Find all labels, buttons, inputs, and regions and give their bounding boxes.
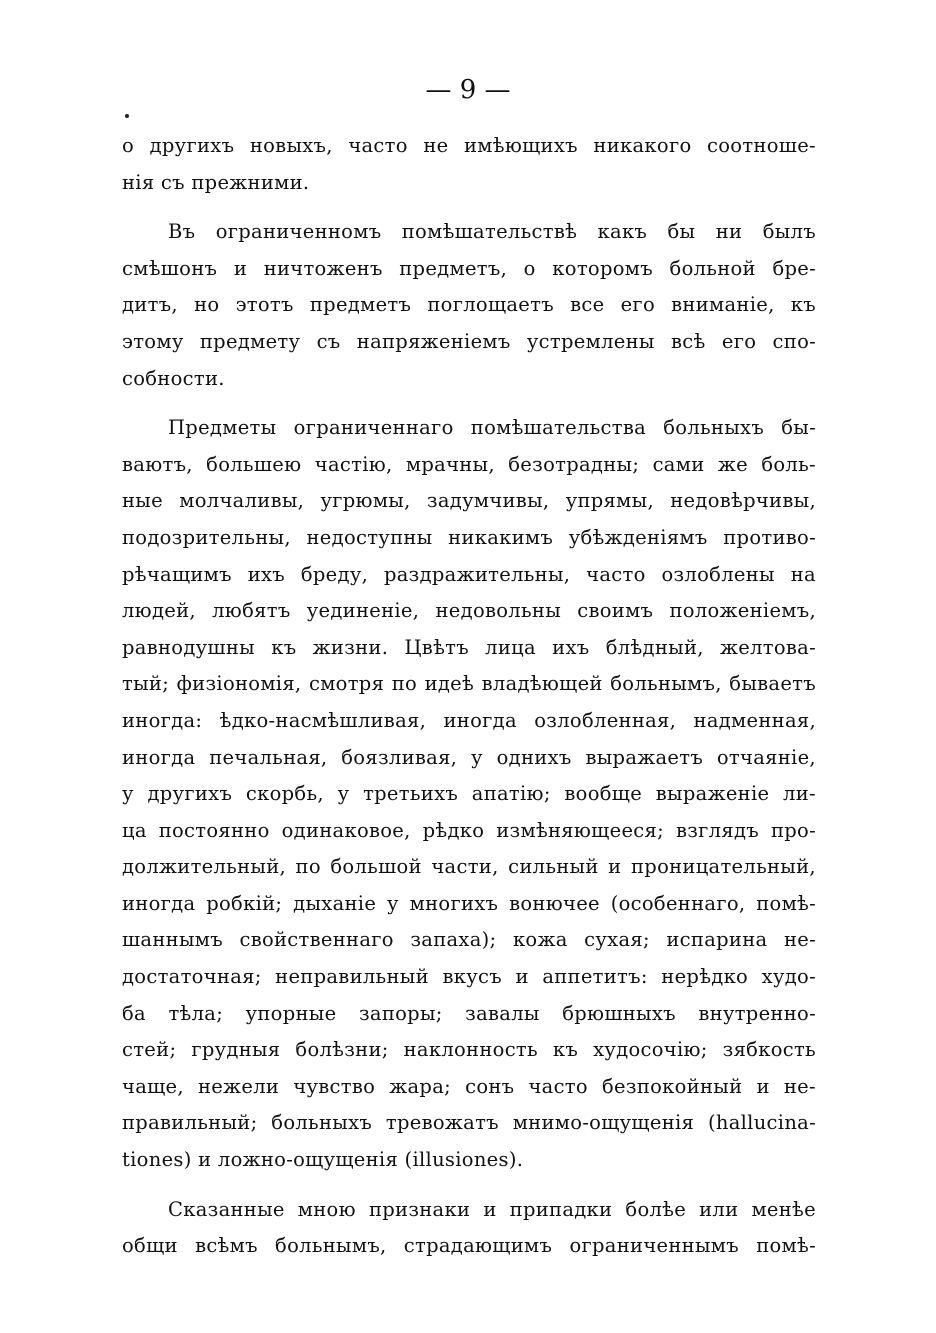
text-line bbox=[122, 666, 816, 703]
word: третьихъ bbox=[363, 782, 459, 806]
word: рѣдко bbox=[422, 818, 485, 842]
word: жара; bbox=[389, 1074, 451, 1098]
text-line bbox=[122, 483, 816, 520]
word: наклонность bbox=[403, 1038, 538, 1062]
word: всѣ bbox=[671, 329, 706, 353]
word: своимъ bbox=[577, 599, 654, 623]
word: этотъ bbox=[235, 293, 294, 317]
word: поглощаетъ bbox=[427, 293, 554, 317]
word: всѣмъ bbox=[195, 1234, 258, 1258]
text-line bbox=[122, 813, 816, 850]
text-line bbox=[122, 922, 816, 959]
word: которомъ bbox=[552, 256, 653, 280]
word: отчаяніе, bbox=[716, 745, 816, 769]
word: никакого bbox=[593, 134, 692, 157]
word: ни bbox=[715, 220, 743, 244]
word: зябкость bbox=[722, 1038, 816, 1062]
word: убѣжденіямъ bbox=[568, 525, 708, 549]
word: у bbox=[471, 745, 483, 769]
word: часто bbox=[348, 134, 408, 157]
word: былъ bbox=[762, 220, 816, 244]
word: же bbox=[717, 452, 748, 476]
word: и bbox=[483, 1197, 497, 1221]
word: бываетъ bbox=[729, 672, 816, 696]
word: недовѣрчивы, bbox=[670, 489, 816, 513]
word: ихъ bbox=[552, 635, 590, 659]
word: молчаливы, bbox=[179, 489, 305, 513]
word: апатію; bbox=[471, 782, 551, 806]
word: выраженіе bbox=[655, 782, 770, 806]
word: частію, bbox=[314, 452, 393, 476]
word: ба bbox=[122, 1001, 146, 1025]
word: все bbox=[570, 293, 605, 317]
word: недовольны bbox=[435, 599, 562, 623]
word: ца bbox=[122, 818, 147, 842]
word: и bbox=[756, 1074, 770, 1098]
text-line bbox=[122, 251, 816, 288]
word: подозрительны, bbox=[122, 525, 291, 549]
word: никакимъ bbox=[448, 525, 554, 549]
word: другихъ bbox=[147, 782, 233, 806]
word: чаще, bbox=[122, 1074, 184, 1098]
word: его bbox=[620, 293, 655, 317]
word: часто bbox=[528, 1074, 588, 1098]
word: и bbox=[515, 965, 529, 989]
word: запаха); bbox=[410, 928, 497, 952]
word: свойственнаго bbox=[239, 928, 394, 952]
word: иногда bbox=[122, 745, 196, 769]
word: однихъ bbox=[496, 745, 572, 769]
word: у bbox=[122, 782, 134, 806]
word: у bbox=[337, 782, 350, 806]
text-line bbox=[122, 630, 816, 667]
word: помѣшательства bbox=[470, 416, 647, 440]
word: его bbox=[721, 329, 757, 353]
word: взглядъ bbox=[675, 818, 759, 842]
word: мнимо-ощущенія bbox=[512, 1111, 695, 1135]
word: боль- bbox=[761, 452, 816, 476]
text-line bbox=[122, 1228, 816, 1265]
word: или bbox=[699, 1197, 739, 1221]
word: запоры; bbox=[358, 1001, 443, 1025]
text-line bbox=[122, 996, 816, 1033]
word: сильный bbox=[508, 855, 599, 879]
word: менѣе bbox=[751, 1197, 816, 1221]
text-line bbox=[122, 1069, 816, 1106]
page-number: — 9 — bbox=[425, 75, 511, 105]
word: иногда: bbox=[122, 708, 203, 732]
word: предметъ, bbox=[399, 256, 508, 280]
word: и bbox=[608, 855, 622, 879]
word: владѣющей bbox=[481, 672, 603, 696]
text-line: нія съ прежними. bbox=[122, 170, 310, 194]
word: лица bbox=[485, 635, 536, 659]
word: часто bbox=[586, 562, 646, 586]
word: боязливая, bbox=[341, 745, 458, 769]
word: вонючее bbox=[509, 891, 600, 915]
text-line bbox=[122, 703, 816, 740]
word: людей, bbox=[122, 599, 196, 623]
word: надменная, bbox=[693, 708, 816, 732]
word: ничтоженъ bbox=[263, 256, 383, 280]
word: помѣшательствѣ bbox=[401, 220, 578, 244]
word: озлоблены bbox=[661, 562, 775, 586]
text-line bbox=[122, 1105, 816, 1142]
word: жизни. bbox=[312, 635, 389, 659]
word: сухая; bbox=[584, 928, 650, 952]
word: озлобленная, bbox=[534, 708, 677, 732]
word: болѣе bbox=[625, 1197, 687, 1221]
text-line bbox=[122, 128, 816, 165]
word: больныхъ bbox=[663, 416, 765, 440]
word: про- bbox=[770, 818, 816, 842]
word: нежели bbox=[197, 1074, 280, 1098]
word: идеѣ bbox=[424, 672, 475, 696]
word: неправильный bbox=[275, 965, 429, 989]
word: тревожатъ bbox=[385, 1111, 499, 1135]
word: ограниченнымъ bbox=[569, 1234, 739, 1258]
word: блѣдный, bbox=[605, 635, 704, 659]
word: Въ bbox=[168, 220, 196, 244]
word: должительный, bbox=[122, 855, 287, 879]
text-line bbox=[122, 1032, 816, 1069]
word: безпокойный bbox=[602, 1074, 743, 1098]
word: общи bbox=[122, 1234, 178, 1258]
word: одинаковое, bbox=[281, 818, 411, 842]
text-line bbox=[122, 776, 816, 813]
word: этому bbox=[122, 329, 184, 353]
word: ихъ bbox=[247, 562, 286, 586]
word: части, bbox=[431, 855, 499, 879]
text-line bbox=[122, 287, 816, 324]
word: припадки bbox=[509, 1197, 613, 1221]
word: стей; bbox=[122, 1038, 177, 1062]
text-line bbox=[122, 324, 816, 361]
text-line bbox=[122, 849, 816, 886]
word: нерѣдко bbox=[661, 965, 749, 989]
word: бы bbox=[667, 220, 696, 244]
word: помѣ- bbox=[756, 891, 816, 915]
word: предмету bbox=[199, 329, 301, 353]
word: (halluсina- bbox=[707, 1111, 816, 1135]
text-line bbox=[122, 557, 816, 594]
word: не- bbox=[783, 928, 816, 952]
word: бре- bbox=[772, 256, 816, 280]
word: не bbox=[423, 134, 449, 157]
word: къ bbox=[271, 635, 297, 659]
word: имѣющихъ bbox=[464, 134, 578, 157]
word: къ bbox=[552, 1038, 579, 1062]
word: у bbox=[387, 891, 399, 915]
text-line bbox=[122, 959, 816, 996]
word: брюшныхъ bbox=[562, 1001, 676, 1025]
word: дитъ, bbox=[122, 293, 178, 317]
word: о bbox=[122, 134, 135, 157]
word: (особеннаго, bbox=[610, 891, 746, 915]
word: бы- bbox=[781, 416, 816, 440]
word: о bbox=[523, 256, 536, 280]
word: напряженіемъ bbox=[356, 329, 511, 353]
word: выражаетъ bbox=[585, 745, 704, 769]
word: соотноше- bbox=[707, 134, 816, 157]
word: вкусъ bbox=[442, 965, 502, 989]
word: аппетитъ: bbox=[542, 965, 648, 989]
word: кожа bbox=[512, 928, 568, 952]
word: ные bbox=[122, 489, 163, 513]
word: тѣла; bbox=[168, 1001, 224, 1025]
word: смѣшонъ bbox=[122, 256, 218, 280]
word: болѣзни; bbox=[295, 1038, 389, 1062]
text-line bbox=[122, 1192, 816, 1229]
word: иногда bbox=[443, 708, 517, 732]
word: и bbox=[233, 256, 248, 280]
word: большею bbox=[206, 452, 302, 476]
word: по bbox=[295, 855, 321, 879]
word: раздражительны, bbox=[383, 562, 571, 586]
word: дыханіе bbox=[293, 891, 377, 915]
text-line bbox=[122, 447, 816, 484]
word: задумчивы, bbox=[426, 489, 550, 513]
text-line bbox=[122, 886, 816, 923]
word: Цвѣтъ bbox=[404, 635, 469, 659]
word: завалы bbox=[465, 1001, 540, 1025]
word: къ bbox=[790, 293, 816, 317]
word: рѣчащимъ bbox=[122, 562, 232, 586]
word: сонъ bbox=[465, 1074, 515, 1098]
word: больнымъ, bbox=[275, 1234, 387, 1258]
word: вниманіе, bbox=[671, 293, 775, 317]
word: ограниченномъ bbox=[215, 220, 382, 244]
word: чувство bbox=[293, 1074, 376, 1098]
word: Сказанные bbox=[168, 1197, 285, 1221]
word: робкій; bbox=[206, 891, 283, 915]
word: равнодушны bbox=[122, 635, 255, 659]
word: на bbox=[790, 562, 816, 586]
word: внутренно- bbox=[698, 1001, 816, 1025]
word: другихъ bbox=[149, 134, 235, 157]
word: сами bbox=[652, 452, 705, 476]
word: больной bbox=[669, 256, 756, 280]
word: по bbox=[391, 672, 418, 696]
text-line: собности. bbox=[122, 366, 225, 390]
word: скорбь, bbox=[245, 782, 324, 806]
word: худо- bbox=[761, 965, 816, 989]
word: смотря bbox=[308, 672, 385, 696]
word: больнымъ, bbox=[610, 672, 722, 696]
word: физіономія, bbox=[176, 672, 302, 696]
word: ваютъ, bbox=[122, 452, 193, 476]
text-line bbox=[122, 214, 816, 251]
word: положеніемъ, bbox=[669, 599, 816, 623]
word: устремлены bbox=[526, 329, 655, 353]
word: вообще bbox=[564, 782, 643, 806]
word: многихъ bbox=[409, 891, 499, 915]
print-speck bbox=[125, 114, 129, 118]
word: печальная, bbox=[209, 745, 328, 769]
word: признаки bbox=[368, 1197, 471, 1221]
word: желтова- bbox=[720, 635, 816, 659]
word: тый; bbox=[122, 672, 170, 696]
word: больныхъ bbox=[271, 1111, 373, 1135]
text-line bbox=[122, 740, 816, 777]
word: худосочію; bbox=[593, 1038, 708, 1062]
word: предметъ bbox=[309, 293, 412, 317]
word: ограниченнаго bbox=[293, 416, 454, 440]
word: Предметы bbox=[168, 416, 277, 440]
word: противо- bbox=[723, 525, 816, 549]
word: мною bbox=[297, 1197, 356, 1221]
word: правильный; bbox=[122, 1111, 258, 1135]
word: достаточная; bbox=[122, 965, 262, 989]
word: не- bbox=[783, 1074, 816, 1098]
word: мрачны, bbox=[405, 452, 495, 476]
word: шаннымъ bbox=[122, 928, 223, 952]
word: большой bbox=[330, 855, 422, 879]
word: угрюмы, bbox=[320, 489, 411, 513]
word: съ bbox=[316, 329, 341, 353]
word: проницательный, bbox=[630, 855, 816, 879]
word: бреду, bbox=[300, 562, 369, 586]
word: недоступны bbox=[306, 525, 433, 549]
word: новыхъ, bbox=[249, 134, 333, 157]
word: ѣдко-насмѣшливая, bbox=[219, 708, 427, 732]
word: уединеніе, bbox=[306, 599, 420, 623]
word: постоянно bbox=[158, 818, 270, 842]
word: страдающимъ bbox=[403, 1234, 553, 1258]
word: измѣняющееся; bbox=[496, 818, 664, 842]
text-line bbox=[122, 410, 816, 447]
word: иногда bbox=[122, 891, 196, 915]
word: испарина bbox=[666, 928, 768, 952]
word: спо- bbox=[772, 329, 816, 353]
text-line bbox=[122, 520, 816, 557]
word: ли- bbox=[783, 782, 816, 806]
word: упорные bbox=[245, 1001, 337, 1025]
word: но bbox=[194, 293, 220, 317]
text-line: tiones) и ложно-ощущенія (illusiones). bbox=[122, 1148, 524, 1172]
body-text bbox=[122, 128, 816, 1265]
word: грудныя bbox=[191, 1038, 281, 1062]
word: какъ bbox=[597, 220, 648, 244]
word: любятъ bbox=[212, 599, 291, 623]
word: упрямы, bbox=[565, 489, 654, 513]
word: помѣ- bbox=[756, 1234, 816, 1258]
word: безотрадны; bbox=[508, 452, 640, 476]
text-line bbox=[122, 593, 816, 630]
